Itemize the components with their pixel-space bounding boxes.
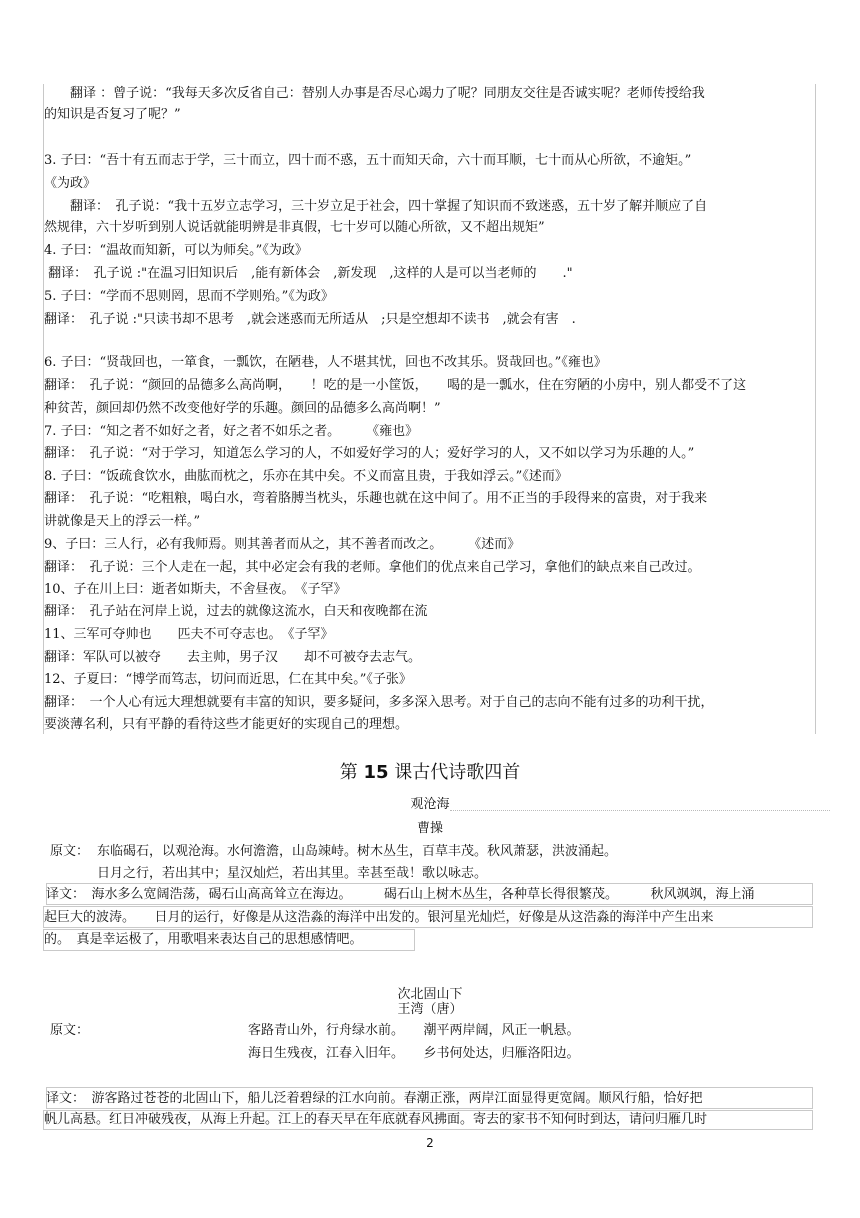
text-line: 《为政》 [44,176,97,191]
yiwen-line: 帆儿高悬。红日冲破残夜，从海上升起。江上的春天早在年底就春风拂面。寄去的家书不知何时到达，请问归雁几时 [44,1112,708,1127]
poem-line: 日月之行，若出其中；星汉灿烂，若出其里。幸甚至哉！歌以咏志。 [97,866,488,881]
yuanwen-label: 原文： [50,844,90,859]
text-line: 讲就像是天上的浮云一样。” [44,514,201,529]
page-number: 2 [426,1136,434,1150]
text-line: 翻译： 孔子说 :"只读书却不思考 ,就会迷惑而无所适从 ;只是空想却不读书 ,就会有害 . [44,312,576,327]
text-line: 翻译： 一个人心有远大理想就要有丰富的知识，要多疑问，多多深入思考。对于自己的志向不能有过多的功利干扰， [44,695,714,710]
text-line: 6. 子曰：“贤哉回也，一箪食，一瓢饮，在陋巷，人不堪其忧，回也不改其乐。贤哉回也。”《雍也》 [44,355,607,370]
lesson-title-prefix: 第 [339,762,364,783]
text-line: 的知识是否复习了呢？” [44,107,181,122]
text-line: 8. 子曰：“饭疏食饮水，曲肱而枕之，乐亦在其中矣。不义而富且贵，于我如浮云。”《述而》 [44,469,568,484]
text-line: 4. 子曰：“温故而知新，可以为师矣。”《为政》 [44,243,308,258]
text-line: 7. 子曰：“知之者不如好之者，好之者不如乐之者。 《雍也》 [44,424,419,439]
poem-author: 王湾（唐） [397,1002,463,1017]
text-line: 翻译： 孔子说：三个人走在一起，其中必定会有我的老师。拿他们的优点来自己学习，拿他们的缺点来自己改过。 [44,560,701,575]
text-line: 10、子在川上曰：逝者如斯夫，不舍昼夜。 《子罕》 [44,582,347,597]
lesson-title-suffix: 课古代诗歌四首 [388,762,521,783]
yiwen-line: 译文： 海水多么宽阔浩荡，碣石山高高耸立在海边。 碣石山上树木丛生，各种草长得很繁茂。 秋风飒飒，海上涌 [46,887,755,902]
poem-line: 海日生残夜，江春入旧年。 乡书何处达，归雁洛阳边。 [248,1046,580,1061]
text-line: 种贫苦，颜回却仍然不改变他好学的乐趣。颜回的品德多么高尚啊！” [44,401,441,416]
yuanwen-label: 原文： [50,1023,90,1038]
text-line: 11、三军可夺帅也 匹夫不可夺志也。 《子罕》 [44,627,334,642]
text-line: 翻译： 孔子说：“对于学习，知道怎么学习的人，不如爱好学习的人；爱好学习的人，又不如以学习为乐趣的人。” [44,446,695,461]
text-line: 9、子曰：三人行，必有我师焉。则其善者而从之，其不善者而改之。 《述而》 [44,537,521,552]
text-line: 翻译： 孔子说：“吃粗粮，喝白水，弯着胳膊当枕头，乐趣也就在这中间了。用不正当的手段得来的富贵，对于我来 [44,491,708,506]
text-line: 翻译： 孔子说 :"在温习旧知识后 ,能有新体会 ,新发现 ,这样的人是可以当老师的 ." [44,266,573,281]
yiwen-line: 译文： 游客路过苍苍的北固山下，船儿泛着碧绿的江水向前。春潮正涨，两岸江面显得更宽阔。顺风行船，恰好把 [46,1091,703,1106]
text-line: 翻译：军队可以被夺 去主帅，男子汉 却不可被夺去志气。 [44,650,422,665]
text-line: 5. 子曰：“学而不思则罔，思而不学则殆。”《为政》 [44,289,334,304]
text-line: 翻译 ：曾子说：“我每天多次反省自己：替别人办事是否尽心竭力了呢？同朋友交往是否诚实呢？老师传授给我 [44,86,705,101]
text-line: 翻译： 孔子说：“我十五岁立志学习，三十岁立足于社会，四十掌握了知识而不致迷惑，五十岁了解并顺应了自 [44,199,708,214]
poem-line: 东临碣石，以观沧海。水何澹澹，山岛竦峙。树木丛生，百草丰茂。秋风萧瑟，洪波涌起。 [97,844,618,859]
text-line: 翻译： 孔子说：“颜回的品德多么高尚啊， ！吃的是一小筐饭， 喝的是一瓢水，住在穷陋的小房中，别人都受不了这 [44,378,747,393]
text-line: 翻译： 孔子站在河岸上说，过去的就像这流水，白天和夜晚都在流 [44,604,428,619]
text-line: 要淡薄名利，只有平静的看待这些才能更好的实现自己的理想。 [44,717,409,732]
text-line: 然规律，六十岁听到别人说话就能明辨是非真假，七十岁可以随心所欲，又不超出规矩” [44,220,545,235]
lesson-title [0,760,860,786]
text-line: 3. 子曰：“吾十有五而志于学，三十而立，四十而不惑，五十而知天命，六十而耳顺，七十而从心所欲，不逾矩。” [44,153,692,168]
poem-title: 观沧海 [410,797,450,812]
poem-line: 客路青山外，行舟绿水前。 潮平两岸阔，风正一帆悬。 [248,1023,580,1038]
right-margin-rule [815,84,816,734]
text-line: 12、子夏曰：“博学而笃志，切问而近思，仁在其中矣。”《子张》 [44,672,412,687]
lesson-number: 15 [363,762,389,783]
yiwen-line: 起巨大的波涛。 日月的运行，好像是从这浩淼的海洋中出发的。银河星光灿烂，好像是从这浩淼的海洋中产生出来 [44,910,714,925]
yiwen-line: 的。 真是幸运极了，用歌唱来表达自己的思想感情吧。 [44,932,363,947]
poem-title: 次北固山下 [397,987,463,1002]
poem-author: 曹操 [416,821,443,836]
